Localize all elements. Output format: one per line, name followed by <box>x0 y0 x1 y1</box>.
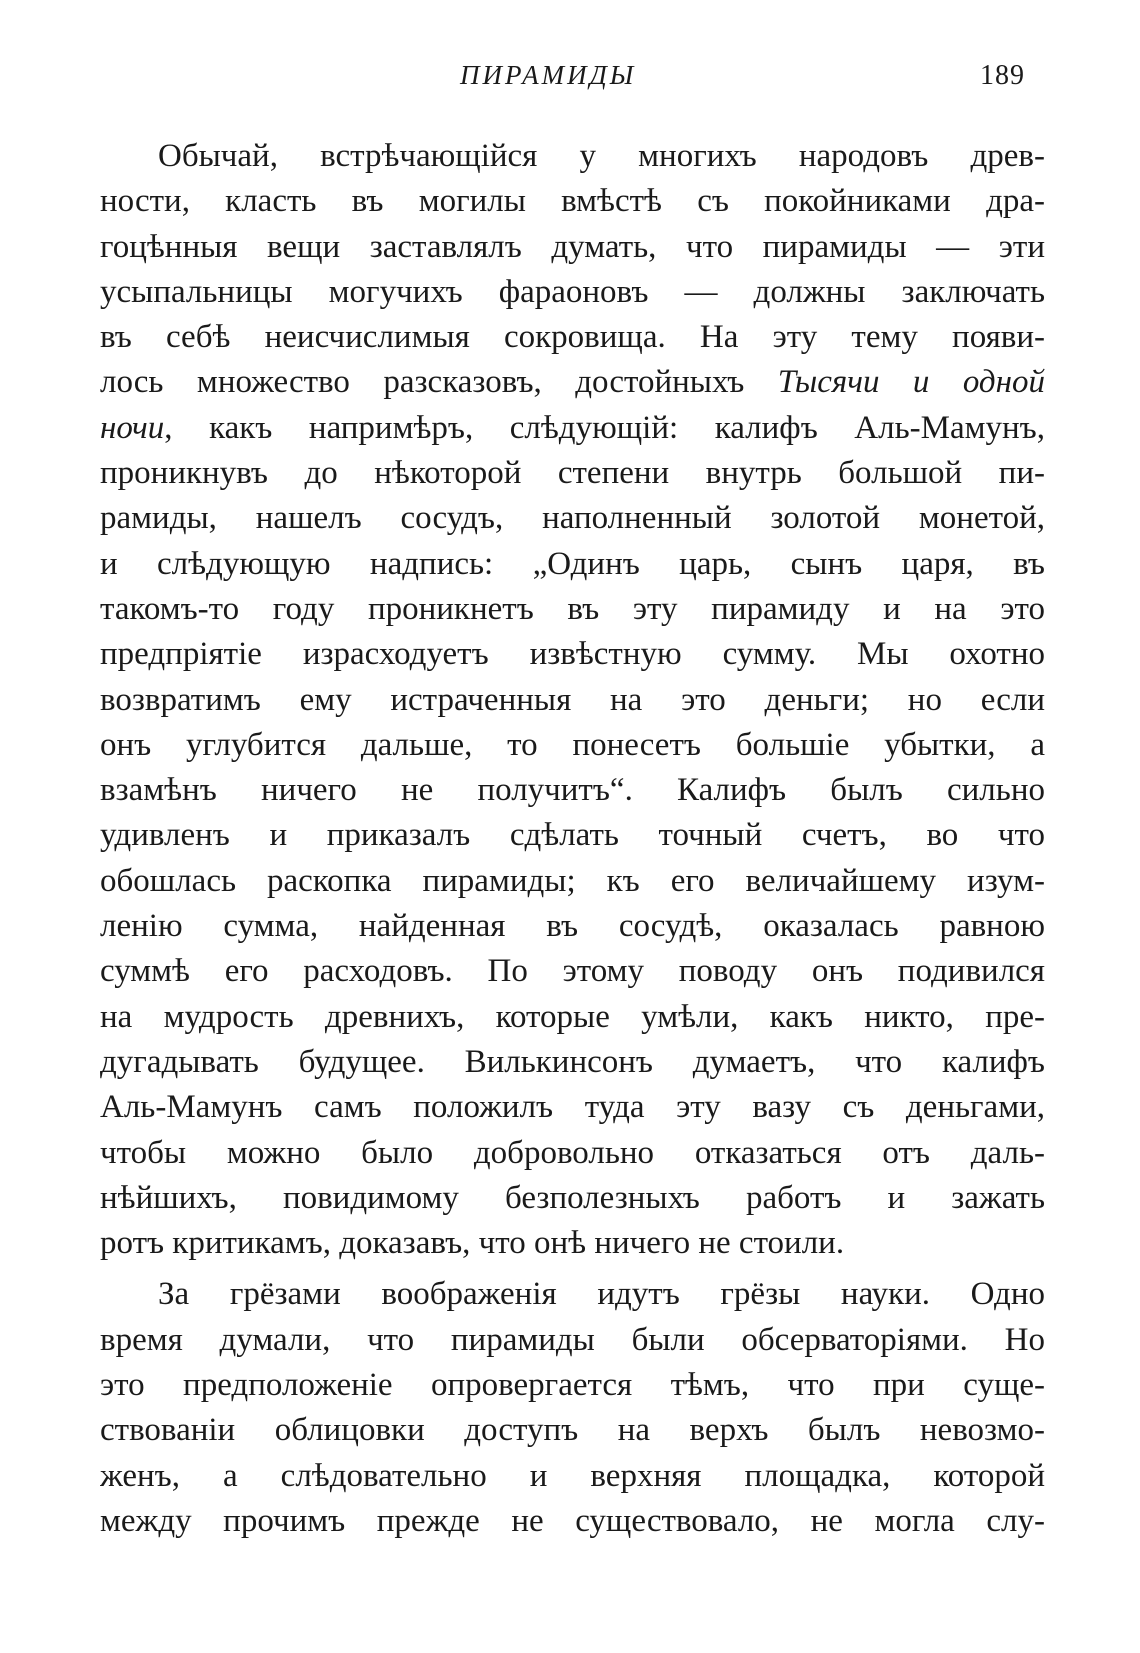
text-line: на мудрость древнихъ, которые умѣли, какъ никто, пре- <box>100 998 1045 1035</box>
text-line: усыпальницы могучихъ фараоновъ — должны заключать <box>100 273 1045 310</box>
text-line: время думали, что пирамиды были обсерваторіями. Но <box>100 1321 1045 1358</box>
body-text <box>100 134 1045 1544</box>
text-line: это предположеніе опровергается тѣмъ, что при суще- <box>100 1367 1045 1404</box>
text-line: нѣйшихъ, повидимому безполезныхъ работъ и зажать <box>100 1179 1045 1216</box>
text-line: между прочимъ прежде не существовало, не могла слу- <box>100 1502 1045 1539</box>
text-line: и слѣдующую надпись: „Одинъ царь, сынъ царя, въ <box>100 545 1045 582</box>
text-line: предпріятіе израсходуетъ извѣстную сумму. Мы охотно <box>100 636 1045 673</box>
text-line: онъ углубится дальше, то понесетъ большіе убытки, а <box>100 726 1045 763</box>
text-line: женъ, а слѣдовательно и верхняя площадка, которой <box>100 1457 1045 1494</box>
text-line: суммѣ его расходовъ. По этому поводу онъ подивился <box>100 953 1045 990</box>
text-line: удивленъ и приказалъ сдѣлать точный счетъ, во что <box>100 817 1045 854</box>
page-number: 189 <box>980 60 1025 91</box>
text-span: , какъ напримѣръ, слѣдующій: калифъ Аль-Мамунъ, <box>164 409 1045 446</box>
text-line: въ себѣ неисчислимыя сокровища. На эту тему появи- <box>100 319 1045 356</box>
text-line: Обычай, встрѣчающійся у многихъ народовъ древ- <box>158 138 1045 174</box>
text-line: рамиды, нашелъ сосудъ, наполненный золотой монетой, <box>100 500 1045 537</box>
running-title: ПИРАМИДЫ <box>460 60 637 90</box>
text-line: возвратимъ ему истраченныя на это деньги; но если <box>100 681 1045 718</box>
text-line: ленію сумма, найденная въ сосудѣ, оказалась равною <box>100 908 1045 945</box>
text-line: За грёзами воображенія идутъ грёзы науки. Одно <box>158 1276 1045 1313</box>
text-line: Аль-Мамунъ самъ положилъ туда эту вазу съ деньгами, <box>100 1089 1045 1126</box>
text-line: ности, класть въ могилы вмѣстѣ съ покойниками дра- <box>100 183 1045 220</box>
text-line: проникнувъ до нѣкоторой степени внутрь большой пи- <box>100 455 1045 492</box>
paragraph <box>100 1272 1045 1544</box>
text-line <box>100 406 1045 451</box>
text-line: дугадывать будущее. Вилькинсонъ думаетъ, что калифъ <box>100 1043 1045 1080</box>
text-line: взамѣнъ ничего не получитъ“. Калифъ былъ сильно <box>100 772 1045 809</box>
text-line: ротъ критикамъ, доказавъ, что онѣ ничего не стоили. <box>100 1225 845 1262</box>
italic-phrase: Тысячи и одной <box>777 364 1045 401</box>
text-line: ствованіи облицовки доступъ на верхъ былъ невозмо- <box>100 1412 1045 1449</box>
text-line: чтобы можно было добровольно отказаться отъ даль- <box>100 1134 1045 1171</box>
italic-phrase: ночи <box>100 409 165 446</box>
text-line: такомъ-то году проникнетъ въ эту пирамиду и на это <box>100 590 1045 627</box>
text-span: лось множество разсказовъ, достойныхъ <box>100 364 778 401</box>
running-head <box>0 60 1140 100</box>
text-line <box>100 360 1045 405</box>
paragraph <box>100 134 1045 1266</box>
text-line: гоцѣнныя вещи заставлялъ думать, что пирамиды — эти <box>100 228 1045 265</box>
text-line: обошлась раскопка пирамиды; къ его величайшему изум- <box>100 862 1045 899</box>
